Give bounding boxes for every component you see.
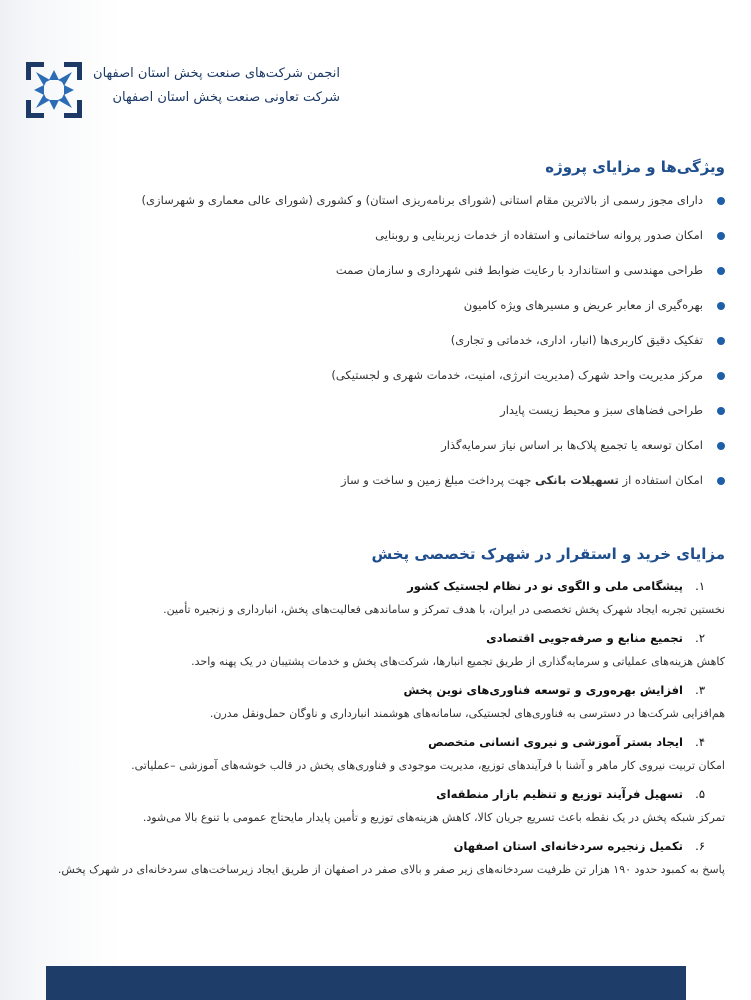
list-item: تفکیک دقیق کاربری‌ها (انبار، اداری، خدماتی و تجاری) bbox=[20, 332, 725, 367]
main-content bbox=[20, 150, 725, 889]
list-item: طراحی مهندسی و استاندارد با رعایت ضوابط فنی شهرداری و سازمان صمت bbox=[20, 262, 725, 297]
list-item: دارای مجوز رسمی از بالاترین مقام استانی (شورای برنامه‌ریزی استان) و کشوری (شورای عالی معماری و شهرسازی) bbox=[20, 192, 725, 227]
features-list bbox=[20, 192, 725, 507]
list-item: طراحی فضاهای سبز و محیط زیست پایدار bbox=[20, 402, 725, 437]
list-item: ۵.تسهیل فرآیند توزیع و تنظیم بازار منطقه‌ای تمرکز شبکه پخش در یک نقطه باعث تسریع جریان کالا، کاهش هزینه‌های توزیع و تأمین پایدار مایحتاج عمومی با تنوع بالا می‌شود. bbox=[142, 787, 725, 824]
org-name-line1: انجمن شرکت‌های صنعت پخش استان اصفهان bbox=[93, 66, 340, 81]
bullet-dot-icon bbox=[717, 302, 725, 310]
org-name-line2: شرکت تعاونی صنعت پخش استان اصفهان bbox=[112, 90, 340, 105]
list-item: ۳.افزایش بهره‌وری و توسعه فناوری‌های نوین پخش هم‌افزایی شرکت‌ها در دسترسی به فناوری‌های لجستیکی، سامانه‌های هوشمند انبارداری و ناوگان حمل‌ونقل مدرن. bbox=[209, 683, 725, 720]
bullet-dot-icon bbox=[717, 232, 725, 240]
list-item: امکان صدور پروانه ساختمانی و استفاده از خدمات زیربنایی و روبنایی bbox=[20, 227, 725, 262]
list-item: ۶.تکمیل زنجیره سردخانه‌ای استان اصفهان پاسخ به کمبود حدود ۱۹۰ هزار تن ظرفیت سردخانه‌های زیر صفر و بالای صفر در اصفهان از طریق ایجاد زیرساخت‌های سردخانه‌ای در شهرک پخش. bbox=[57, 839, 725, 876]
list-item: امکان توسعه یا تجمیع پلاک‌ها بر اساس نیاز سرمایه‌گذار bbox=[20, 437, 725, 472]
page-header bbox=[22, 58, 352, 128]
bullet-dot-icon bbox=[717, 477, 725, 485]
list-item: ۱.پیشگامی ملی و الگوی نو در نظام لجستیک کشور نخستین تجربه ایجاد شهرک پخش تخصصی در ایران، با هدف تمرکز و ساماندهی فعالیت‌های پخش، انبارداری و زنجیره تأمین. bbox=[163, 579, 725, 616]
bullet-dot-icon bbox=[717, 197, 725, 205]
association-logo bbox=[22, 58, 86, 122]
list-item: بهره‌گیری از معابر عریض و مسیرهای ویژه کامیون bbox=[20, 297, 725, 332]
list-item: امکان استفاده از تسهیلات بانکی جهت پرداخت مبلغ زمین و ساخت و ساز bbox=[20, 472, 725, 507]
list-item: ۴.ایجاد بستر آموزشی و نیروی انسانی متخصص امکان تربیت نیروی کار ماهر و آشنا با فرآیندهای توزیع، مدیریت موجودی و فناوری‌های پخش در قالب خوشه‌های آموزشی –عملیاتی. bbox=[131, 735, 725, 772]
list-item: ۲.تجمیع منابع و صرفه‌جویی اقتصادی کاهش هزینه‌های عملیاتی و سرمایه‌گذاری از طریق تجمیع انبارها، شرکت‌های پخش و خدمات پشتیبان در یک پهنه واحد. bbox=[191, 631, 725, 668]
bullet-dot-icon bbox=[717, 442, 725, 450]
advantages-list bbox=[20, 577, 725, 881]
bullet-dot-icon bbox=[717, 407, 725, 415]
advantages-heading: مزایای خرید و استقرار در شهرک تخصصی پخش bbox=[371, 545, 725, 563]
features-heading: ویژگی‌ها و مزایای پروژه bbox=[545, 158, 725, 176]
footer-bar bbox=[46, 966, 686, 1000]
bullet-dot-icon bbox=[717, 372, 725, 380]
bullet-dot-icon bbox=[717, 267, 725, 275]
bullet-dot-icon bbox=[717, 337, 725, 345]
list-item: مرکز مدیریت واحد شهرک (مدیریت انرژی، امنیت، خدمات شهری و لجستیکی) bbox=[20, 367, 725, 402]
